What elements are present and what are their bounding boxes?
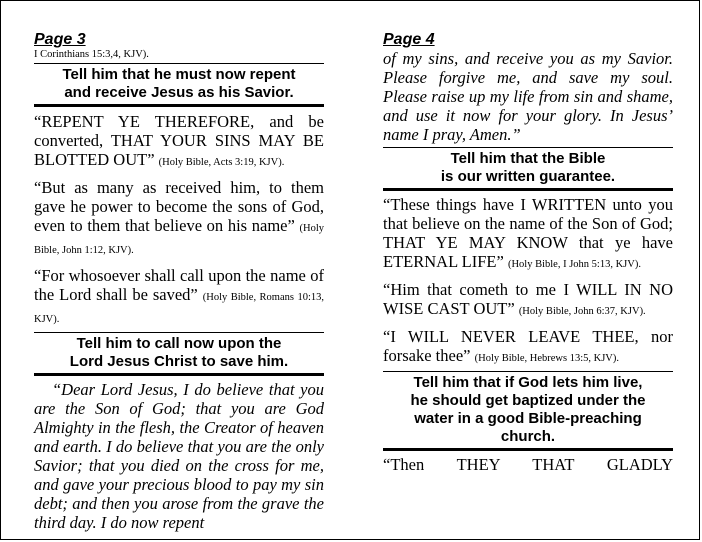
heading-guarantee bbox=[383, 148, 673, 188]
verse-reference: (Holy Bible, Romans 10:13, KJV). bbox=[34, 292, 324, 325]
heading-line: is our written guarantee. bbox=[440, 168, 616, 185]
heading-line: he should get baptized under the bbox=[410, 392, 646, 409]
heading-call-upon bbox=[34, 333, 324, 373]
verse-romans-10-13 bbox=[34, 266, 324, 329]
verse-reference: (Holy Bible, Acts 3:19, KJV). bbox=[158, 157, 285, 168]
verse-reference: (Holy Bible, John 1:12, KJV). bbox=[34, 223, 324, 256]
verse-continuation: “Then THEY THAT GLADLY bbox=[383, 455, 673, 474]
verse-1-john-5-13 bbox=[383, 195, 673, 274]
heading-line: Tell him that if God lets him live, bbox=[413, 374, 643, 391]
verse-john-6-37 bbox=[383, 280, 673, 321]
verse-reference: (Holy Bible, Hebrews 13:5, KJV). bbox=[474, 353, 619, 364]
verse-reference: (Holy Bible, I John 5:13, KJV). bbox=[507, 259, 641, 270]
verse-john-1-12 bbox=[34, 178, 324, 260]
verse-reference: (Holy Bible, John 6:37, KJV). bbox=[518, 306, 646, 317]
heading-repent bbox=[34, 64, 324, 104]
heading-line: and receive Jesus as his Savior. bbox=[64, 84, 294, 101]
verse-text: “These things have I WRITTEN unto you that believe on the name of the Son of God; THAT YE MAY KNOW that ye have ETERNAL LIFE” bbox=[383, 195, 673, 271]
heading-line: Tell him that the Bible bbox=[450, 150, 606, 167]
top-reference: I Corinthians 15:3,4, KJV). bbox=[34, 49, 149, 60]
verse-text: “Him that cometh to me I WILL IN NO WISE CAST OUT” bbox=[383, 280, 673, 318]
heading-line: church. bbox=[500, 428, 556, 445]
page-4-column bbox=[383, 31, 673, 474]
page-3-column bbox=[34, 31, 324, 532]
heading-line: Lord Jesus Christ to save him. bbox=[69, 353, 289, 370]
page-3-title: Page 3 bbox=[34, 31, 86, 48]
verse-acts-3-19 bbox=[34, 112, 324, 172]
prayer-text: “Dear Lord Jesus, I do believe that you are the Son of God; that you are God Almighty in the flesh, the Creator of heaven and earth. I do believe that you are the only Savior; that you died on the cross for me, and gave your precious blood to pay my sin debt; and then you arose from the grave the third day. I do now repent bbox=[34, 380, 324, 532]
verse-text: “But as many as received him, to them gave he power to become the sons of God, even to them that believe on his name” bbox=[34, 178, 324, 235]
heading-line: water in a good Bible-preaching bbox=[414, 410, 642, 427]
heading-line: Tell him that he must now repent bbox=[62, 66, 296, 83]
verse-text: “REPENT YE THEREFORE, and be converted, THAT YOUR SINS MAY BE BLOTTED OUT” bbox=[34, 112, 324, 169]
page-4-title: Page 4 bbox=[383, 31, 435, 48]
heading-line: Tell him to call now upon the bbox=[76, 335, 282, 352]
prayer-continuation: of my sins, and receive you as my Savior. Please forgive me, and save my soul. Please raise up my life from sin and shame, and use it now for your glory. In Jesus’ name I pray, Amen.” bbox=[383, 49, 673, 144]
heading-baptized bbox=[383, 372, 673, 448]
verse-hebrews-13-5 bbox=[383, 327, 673, 368]
verse-text: “For whosoever shall call upon the name of the Lord shall be saved” bbox=[34, 266, 324, 304]
verse-text: “I WILL NEVER LEAVE THEE, nor forsake thee” bbox=[383, 327, 673, 365]
